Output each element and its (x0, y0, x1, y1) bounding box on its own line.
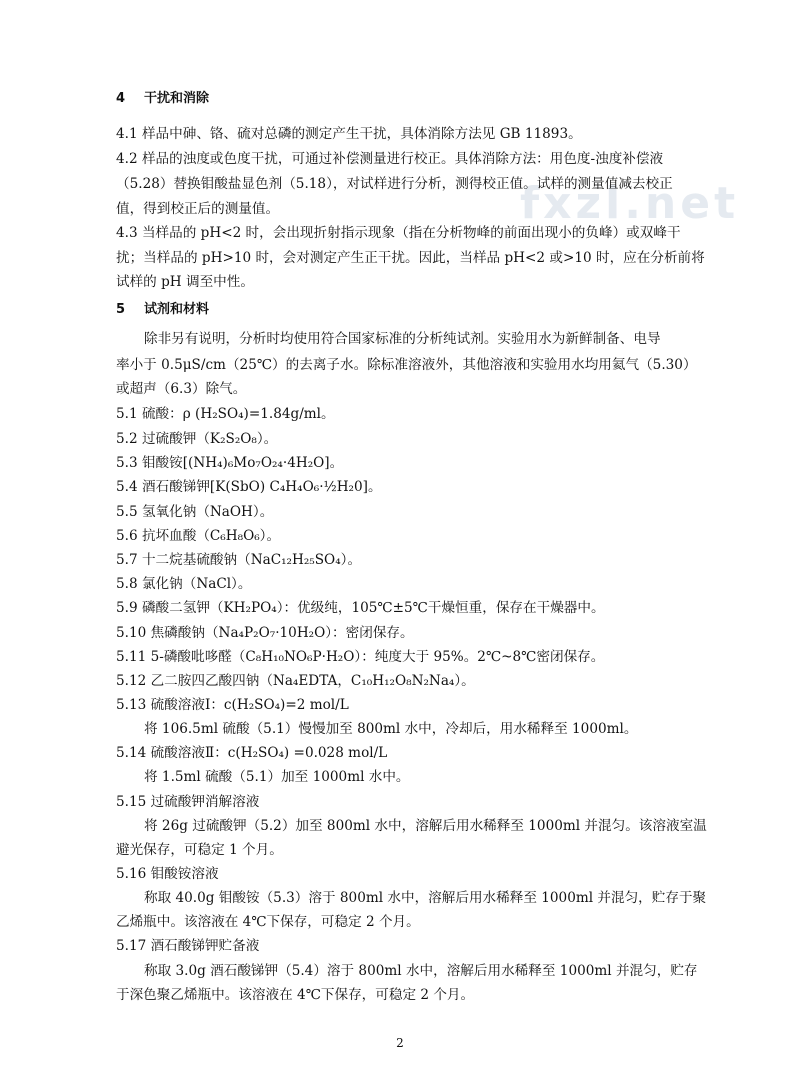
item-5-17-body-line1: 称取 3.0g 酒石酸锑钾（5.4）溶于 800ml 水中，溶解后用水稀释至 1000ml 并混匀，贮存 (144, 963, 698, 979)
item-5-14: 5.14 硫酸溶液Ⅱ：c(H₂SO₄) =0.028 mol/L (116, 745, 388, 761)
section-title: 试剂和材料 (144, 302, 210, 317)
item-5-11: 5.11 5-磷酸吡哆醛（C₈H₁₀NO₆P·H₂O）：纯度大于 95%。2℃~8℃密闭保存。 (116, 649, 605, 665)
page-number: 2 (396, 1036, 404, 1050)
section-number: 4 (116, 91, 126, 106)
item-5-16-body-line1: 称取 40.0g 钼酸铵（5.3）溶于 800ml 水中，溶解后用水稀释至 1000ml 并混匀，贮存于聚 (144, 890, 707, 906)
section-4-heading (116, 89, 209, 109)
item-5-7: 5.7 十二烷基硫酸钠（NaC₁₂H₂₅SO₄）。 (116, 552, 362, 568)
watermark: fxzl.net (520, 178, 740, 229)
intro-line1: 除非另有说明，分析时均使用符合国家标准的分析纯试剂。实验用水为新鲜制备、电导 (144, 331, 661, 347)
item-5-13-body: 将 106.5ml 硫酸（5.1）慢慢加至 800ml 水中，冷却后，用水稀释至 1000ml。 (144, 721, 638, 737)
para-4-3-line3: 试样的 pH 调至中性。 (116, 274, 254, 290)
item-5-14-body: 将 1.5ml 硫酸（5.1）加至 1000ml 水中。 (144, 769, 410, 785)
item-5-10: 5.10 焦磷酸钠（Na₄P₂O₇·10H₂O）：密闭保存。 (116, 625, 414, 641)
item-5-4: 5.4 酒石酸锑钾[K(SbO) C₄H₄O₆·½H₂0]。 (116, 479, 382, 495)
item-5-15-body-line1: 将 26g 过硫酸钾（5.2）加至 800ml 水中，溶解后用水稀释至 1000ml 并混匀。该溶液室温 (144, 818, 707, 834)
section-number: 5 (116, 302, 126, 317)
para-4-2-line1: 4.2 样品的浊度或色度干扰，可通过补偿测量进行校正。具体消除方法：用色度-浊度补偿液 (116, 151, 664, 167)
intro-line3: 或超声（6.3）除气。 (116, 381, 247, 397)
item-5-15: 5.15 过硫酸钾消解溶液 (116, 794, 260, 810)
item-5-16: 5.16 钼酸铵溶液 (116, 866, 219, 882)
item-5-6: 5.6 抗坏血酸（C₆H₈O₆）。 (116, 528, 281, 544)
para-4-1: 4.1 样品中砷、铬、硫对总磷的测定产生干扰，具体消除方法见 GB 11893。 (116, 126, 582, 142)
item-5-15-body-line2: 避光保存，可稳定 1 个月。 (116, 842, 283, 858)
item-5-17-body-line2: 于深色聚乙烯瓶中。该溶液在 4℃下保存，可稳定 2 个月。 (116, 987, 475, 1003)
item-5-5: 5.5 氢氧化钠（NaOH）。 (116, 504, 274, 520)
para-4-3-line2: 扰；当样品的 pH>10 时，会对测定产生正干扰。因此，当样品 pH<2 或>10 时，应在分析前将 (116, 250, 705, 266)
item-5-1: 5.1 硫酸：ρ (H₂SO₄)=1.84g/ml。 (116, 406, 335, 422)
para-4-2-line3: 值，得到校正后的测量值。 (116, 201, 280, 217)
section-5-heading (116, 300, 209, 320)
item-5-16-body-line2: 乙烯瓶中。该溶液在 4℃下保存，可稳定 2 个月。 (116, 914, 420, 930)
item-5-9: 5.9 磷酸二氢钾（KH₂PO₄）：优级纯，105℃±5℃干燥恒重，保存在干燥器中。 (116, 600, 605, 616)
intro-line2: 率小于 0.5μS/cm（25℃）的去离子水。除标准溶液外，其他溶液和实验用水均用氦气（5.30） (116, 357, 697, 373)
para-4-3-line1: 4.3 当样品的 pH<2 时，会出现折射指示现象（指在分析物峰的前面出现小的负峰）或双峰干 (116, 225, 681, 241)
item-5-17: 5.17 酒石酸锑钾贮备液 (116, 938, 260, 954)
section-title: 干扰和消除 (144, 91, 210, 106)
item-5-8: 5.8 氯化钠（NaCl）。 (116, 576, 252, 592)
para-4-2-line2: （5.28）替换钼酸盐显色剂（5.18），对试样进行分析，测得校正值。试样的测量值减去校正 (116, 176, 673, 192)
item-5-3: 5.3 钼酸铵[(NH₄)₆Mo₇O₂₄·4H₂O]。 (116, 455, 344, 471)
item-5-13: 5.13 硫酸溶液Ⅰ：c(H₂SO₄)=2 mol/L (116, 697, 349, 713)
item-5-12: 5.12 乙二胺四乙酸四钠（Na₄EDTA，C₁₀H₁₂O₈N₂Na₄）。 (116, 673, 475, 689)
item-5-2: 5.2 过硫酸钾（K₂S₂O₈）。 (116, 431, 278, 447)
